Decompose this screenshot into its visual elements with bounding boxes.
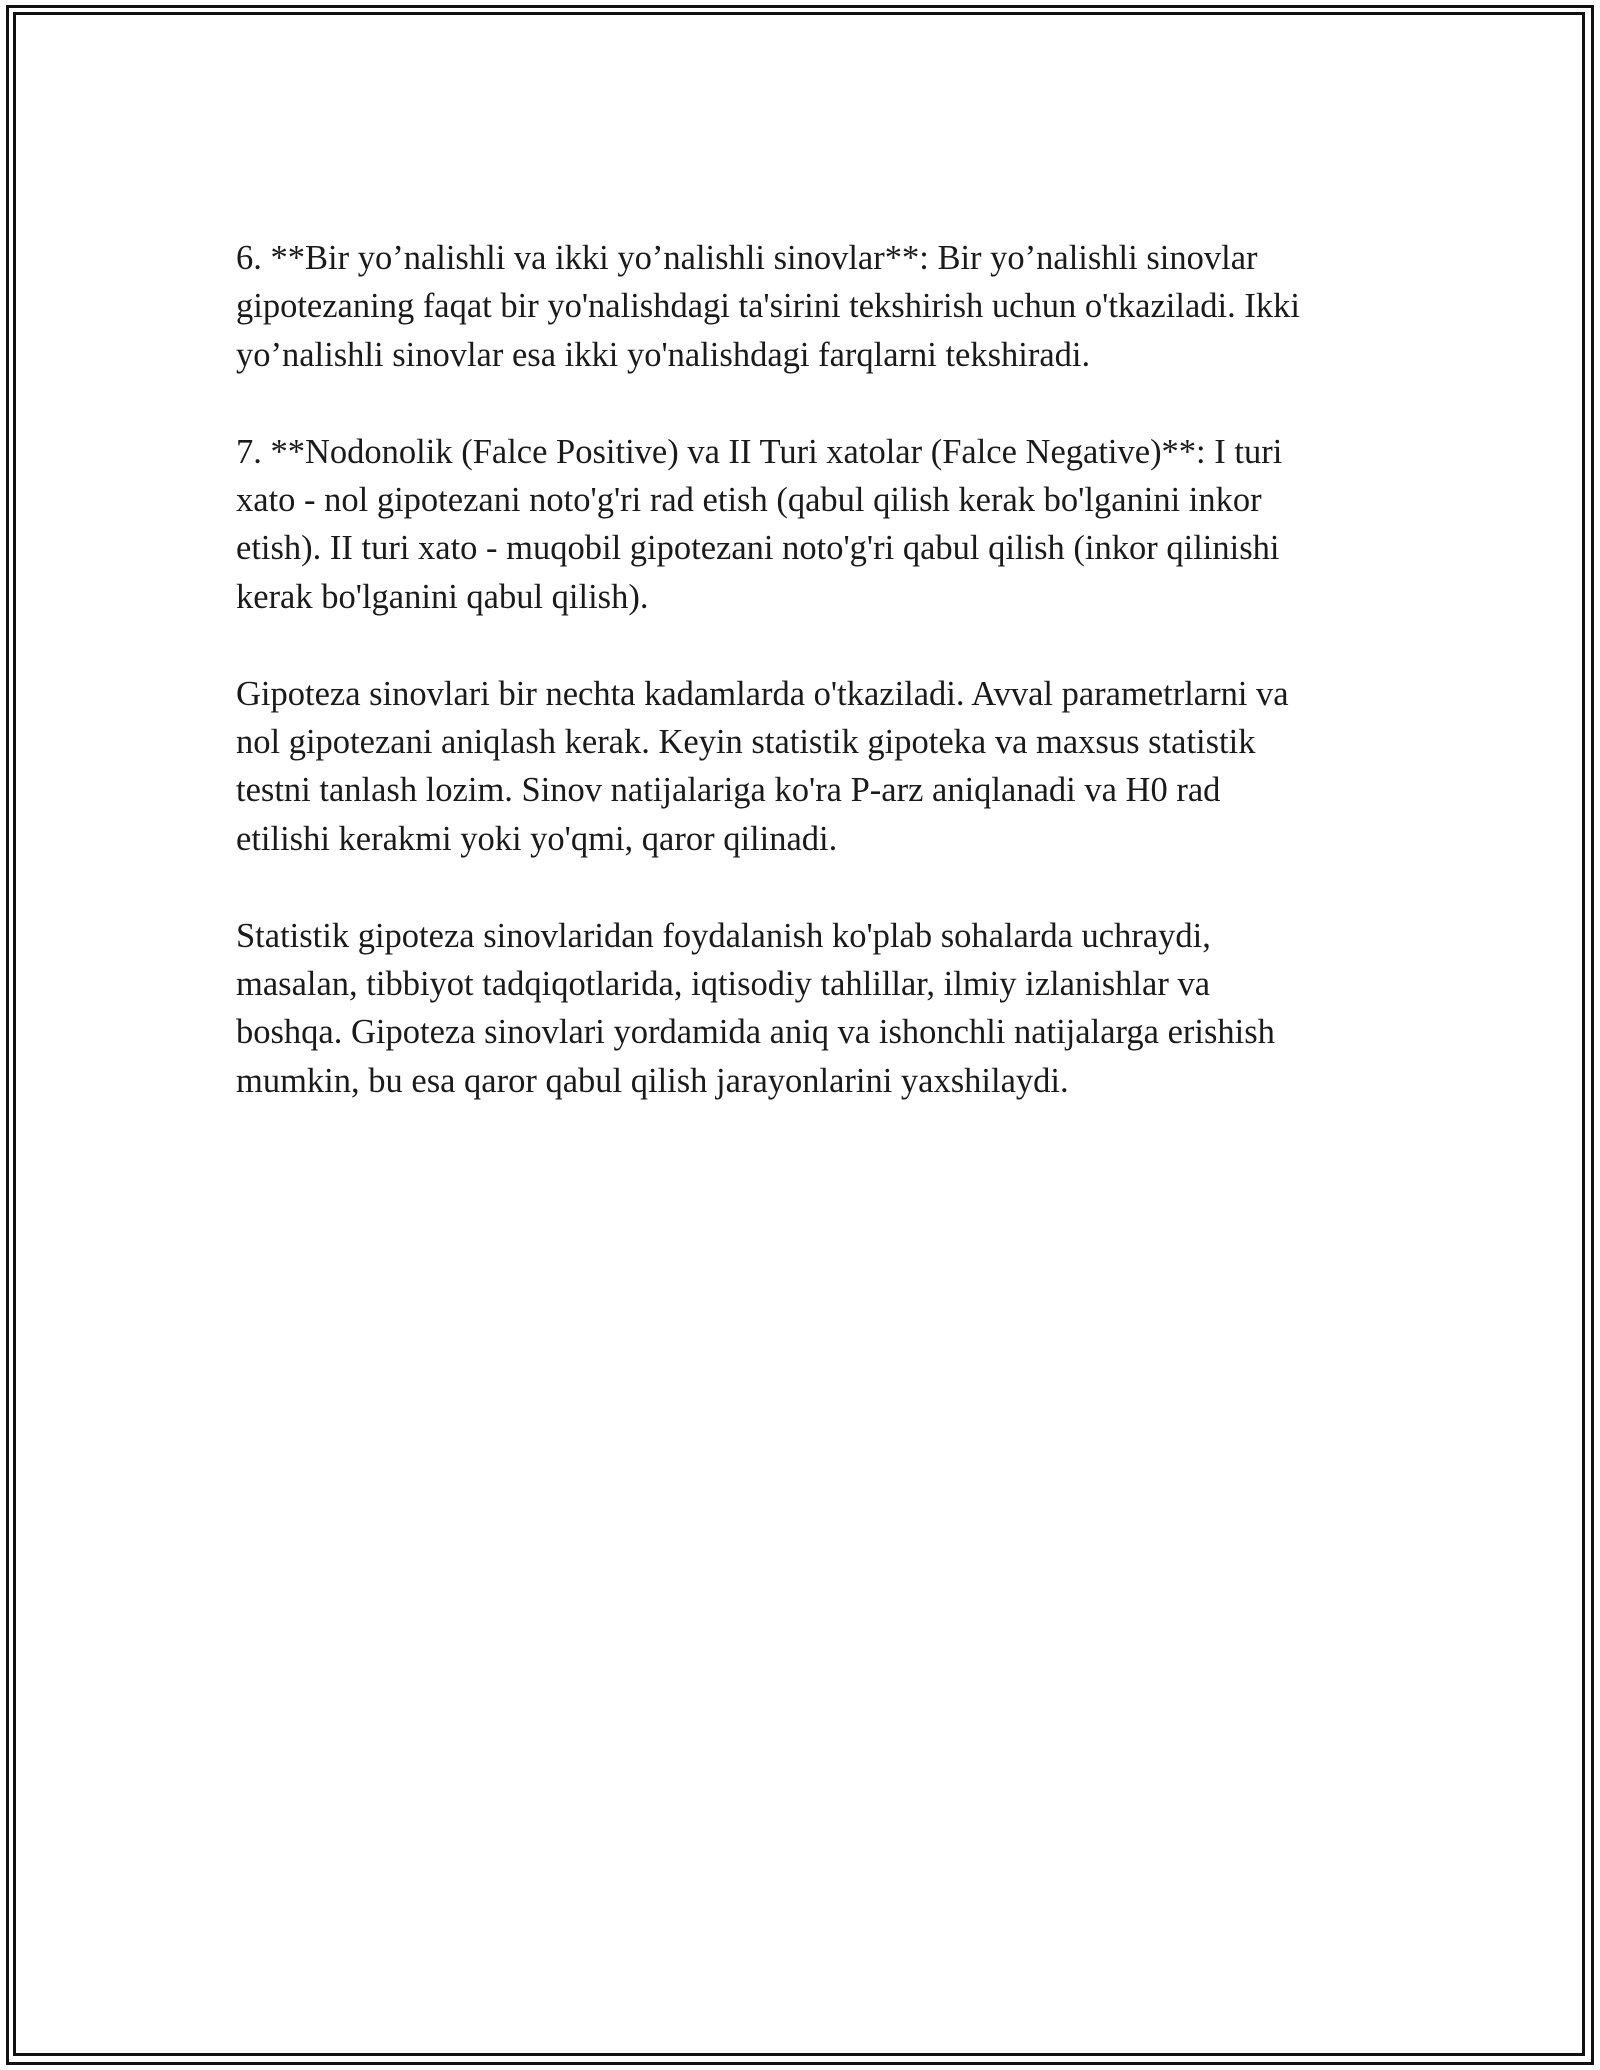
text-line: 7. **Nodonolik (Falce Positive) va II Turi xatolar (Falce Negative)**: I turi bbox=[236, 432, 1283, 471]
text-line: xato - nol gipotezani noto'g'ri rad etish (qabul qilish kerak bo'lganini inkor bbox=[236, 481, 1262, 520]
text-line: 6. **Bir yo’nalishli va ikki yo’nalishli sinovlar**: Bir yo’nalishli sinovlar bbox=[236, 239, 1258, 277]
text-line: boshqa. Gipoteza sinovlari yordamida aniq va ishonchli natijalarga erishish bbox=[236, 1013, 1275, 1052]
text-line: nol gipotezani aniqlash kerak. Keyin statistik gipoteka va maxsus statistik bbox=[236, 723, 1256, 762]
text-line: Statistik gipoteza sinovlaridan foydalanish ko'plab sohalarda uchraydi, bbox=[236, 916, 1211, 955]
text-line: kerak bo'lganini qabul qilish). bbox=[236, 577, 649, 616]
text-line: etilishi kerakmi yoki yo'qmi, qaror qilinadi. bbox=[236, 819, 838, 858]
text-line: masalan, tibbiyot tadqiqotlarida, iqtisodiy tahlillar, ilmiy izlanishlar va bbox=[236, 965, 1211, 1004]
paragraph-one-directional-tests bbox=[236, 234, 1386, 379]
text-line: etish). II turi xato - muqobil gipotezani noto'g'ri qabul qilish (inkor qilinishi bbox=[236, 529, 1280, 568]
text-line: yo’nalishli sinovlar esa ikki yo'nalishdagi farqlarni tekshiradi. bbox=[236, 335, 1091, 374]
text-line: mumkin, bu esa qaror qabul qilish jarayonlarini yaxshilaydi. bbox=[236, 1061, 1069, 1100]
paragraph-applications bbox=[236, 912, 1386, 1106]
text-line: Gipoteza sinovlari bir nechta kadamlarda o'tkaziladi. Avval parametrlarni va bbox=[236, 674, 1289, 713]
paragraph-error-types bbox=[236, 428, 1386, 622]
document-body bbox=[236, 234, 1386, 1154]
text-line: testni tanlash lozim. Sinov natijalariga ko'ra P-arz aniqlanadi va H0 rad bbox=[236, 771, 1221, 810]
paragraph-test-steps bbox=[236, 670, 1386, 864]
text-line: gipotezaning faqat bir yo'nalishdagi ta'sirini tekshirish uchun o'tkaziladi. Ikki bbox=[236, 287, 1300, 326]
